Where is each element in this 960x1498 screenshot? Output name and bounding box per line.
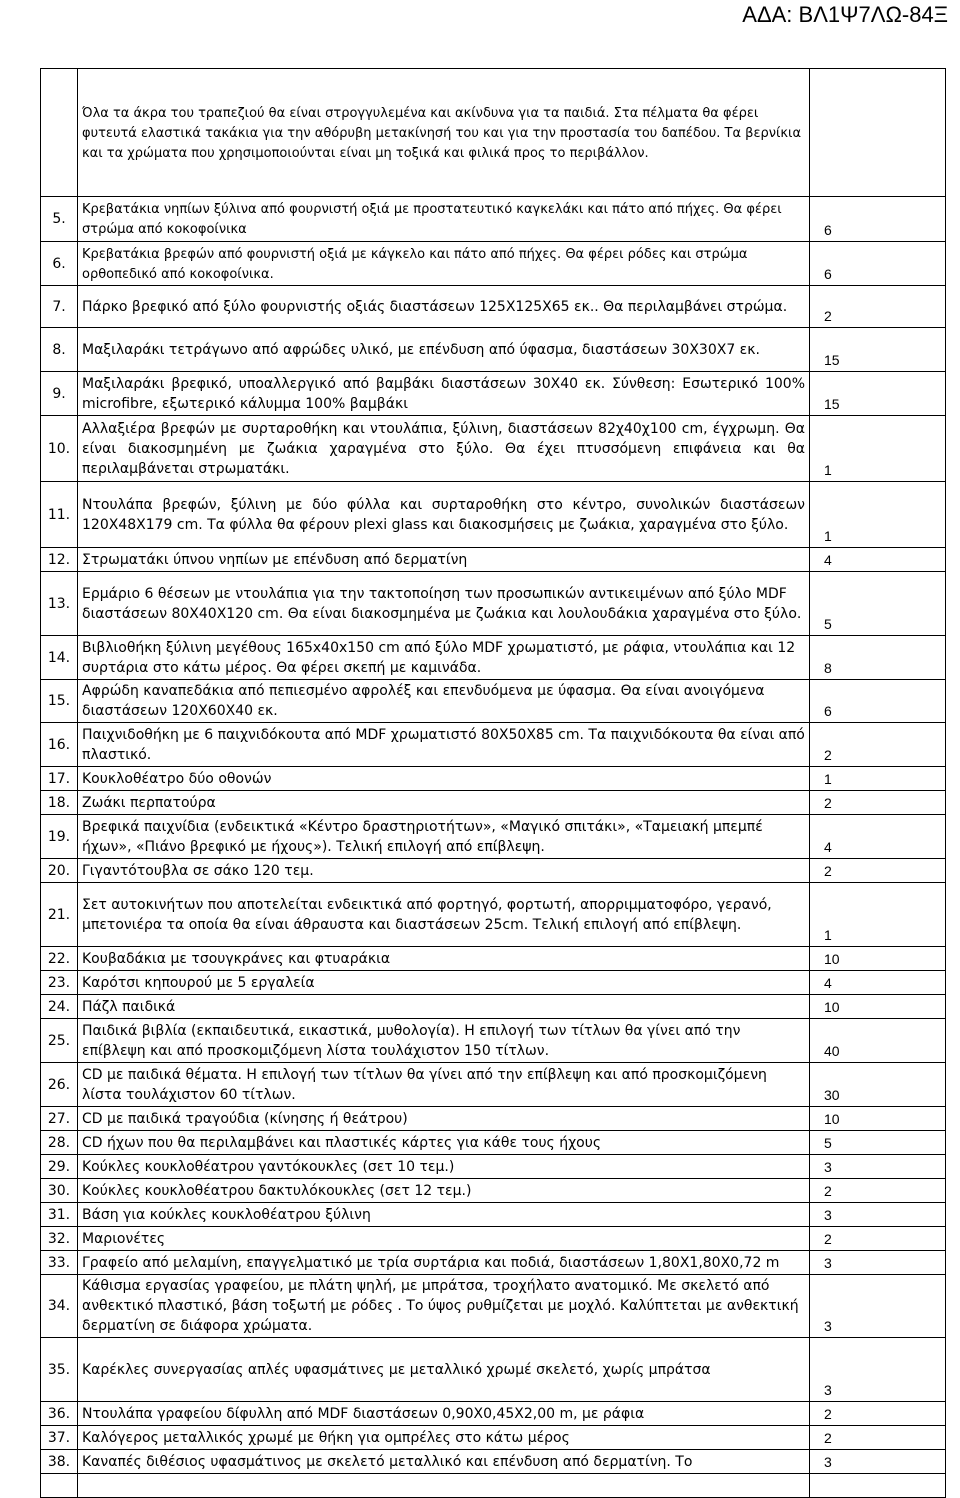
item-description: Κουκλοθέατρο δύο οθονών — [78, 767, 810, 791]
table-row — [41, 242, 946, 286]
item-number: 16. — [41, 723, 78, 767]
item-number: 18. — [41, 791, 78, 815]
item-number: 12. — [41, 548, 78, 572]
item-quantity: 3 — [810, 1275, 946, 1338]
item-quantity: 6 — [810, 197, 946, 242]
item-description: Κρεβατάκια νηπίων ξύλινα από φουρνιστή οξιά με προστατευτικό καγκελάκι και πάτο από πήχες. Θα φέρει στρώμα από κοκοφοίνικα — [78, 197, 810, 242]
item-description: Κούκλες κουκλοθέατρου γαντόκουκλες (σετ 10 τεμ.) — [78, 1155, 810, 1179]
item-number: 30. — [41, 1179, 78, 1203]
item-quantity: 6 — [810, 680, 946, 723]
item-number: 8. — [41, 328, 78, 372]
item-number: 31. — [41, 1203, 78, 1227]
item-number: 19. — [41, 815, 78, 859]
item-number: 22. — [41, 947, 78, 971]
item-description: Καρότσι κηπουρού με 5 εργαλεία — [78, 971, 810, 995]
item-description: Ντουλάπα βρεφών, ξύλινη με δύο φύλλα και συρταροθήκη στο κέντρο, συνολικών διαστάσεων 120Χ48Χ179 cm. Τα φύλλα θα φέρουν plexi glass και διακοσμήσεις με ζωάκια, χαραγμένα στο ξύλο. — [78, 482, 810, 548]
items-table — [40, 68, 946, 1498]
item-description: Πάζλ παιδικά — [78, 995, 810, 1019]
table-row — [41, 636, 946, 680]
item-number: 25. — [41, 1019, 78, 1063]
item-number: 32. — [41, 1227, 78, 1251]
item-number: 33. — [41, 1251, 78, 1275]
item-description: Αλλαξιέρα βρεφών με συρταροθήκη και ντουλάπια, ξύλινη, διαστάσεων 82χ40χ100 cm, έγχρωμη. Θα είναι διακοσμημένη με ζωάκια χαραγμένα στο ξύλο. Θα έχει πτυσσόμενη επιφάνεια και θα περιλαμβάνεται στρωματάκι. — [78, 416, 810, 482]
item-number: 11. — [41, 482, 78, 548]
item-quantity: 4 — [810, 548, 946, 572]
item-quantity: 6 — [810, 242, 946, 286]
table-row — [41, 723, 946, 767]
table-row — [41, 1155, 946, 1179]
item-description: Πάρκο βρεφικό από ξύλο φουρνιστής οξιάς διαστάσεων 125Χ125Χ65 εκ.. Θα περιλαμβάνει στρώμα. — [78, 286, 810, 328]
item-quantity: 15 — [810, 328, 946, 372]
item-description: Καλόγερος μεταλλικός χρωμέ με θήκη για ομπρέλες στο κάτω μέρος — [78, 1426, 810, 1450]
item-description: CD με παιδικά τραγούδια (κίνησης ή θεάτρου) — [78, 1107, 810, 1131]
item-number: 27. — [41, 1107, 78, 1131]
item-quantity: 3 — [810, 1338, 946, 1402]
item-number: 37. — [41, 1426, 78, 1450]
item-number: 38. — [41, 1450, 78, 1474]
item-number: 17. — [41, 767, 78, 791]
item-number: 14. — [41, 636, 78, 680]
item-quantity: 2 — [810, 1179, 946, 1203]
item-description: Κρεβατάκια βρεφών από φουρνιστή οξιά με κάγκελο και πάτο από πήχες. Θα φέρει ρόδες και στρώμα ορθοπεδικό από κοκοφοίνικα. — [78, 242, 810, 286]
item-quantity: 10 — [810, 947, 946, 971]
item-description: Ντουλάπα γραφείου δίφυλλη από MDF διαστάσεων 0,90Χ0,45Χ2,00 m, με ράφια — [78, 1402, 810, 1426]
table-row — [41, 1131, 946, 1155]
item-number: 23. — [41, 971, 78, 995]
item-number: 5. — [41, 197, 78, 242]
table-row — [41, 767, 946, 791]
item-number — [41, 69, 78, 197]
item-description: Καναπές διθέσιος υφασμάτινος με σκελετό μεταλλικό και επένδυση από δερματίνη. Το — [78, 1450, 810, 1474]
table-row — [41, 1019, 946, 1063]
item-quantity: 4 — [810, 815, 946, 859]
table-row — [41, 680, 946, 723]
item-description: Μαξιλαράκι βρεφικό, υποαλλεργικό από βαμβάκι διαστάσεων 30Χ40 εκ. Σύνθεση: Εσωτερικό 100% microfibre, εξωτερικό κάλυμμα 100% βαμβάκι — [78, 372, 810, 416]
item-description: Βιβλιοθήκη ξύλινη μεγέθους 165x40x150 cm από ξύλο MDF χρωματιστό, με ράφια, ντουλάπια και 12 συρτάρια στο κάτω μέρος. Θα φέρει σκεπή με καμινάδα. — [78, 636, 810, 680]
item-description: Παιδικά βιβλία (εκπαιδευτικά, εικαστικά, μυθολογία). Η επιλογή των τίτλων θα γίνει από την επίβλεψη και από προσκομιζόμενη λίστα τουλάχιστον 150 τίτλων. — [78, 1019, 810, 1063]
table-row — [41, 1107, 946, 1131]
item-quantity: 3 — [810, 1450, 946, 1474]
item-description: Παιχνιδοθήκη με 6 παιχνιδόκουτα από MDF χρωματιστό 80Χ50Χ85 cm. Τα παιχνιδόκουτα θα είναι από πλαστικό. — [78, 723, 810, 767]
table-row — [41, 815, 946, 859]
item-quantity: 1 — [810, 416, 946, 482]
item-description: Μαξιλαράκι τετράγωνο από αφρώδες υλικό, με επένδυση από ύφασμα, διαστάσεων 30Χ30Χ7 εκ. — [78, 328, 810, 372]
item-quantity: 1 — [810, 767, 946, 791]
item-description: Σετ αυτοκινήτων που αποτελείται ενδεικτικά από φορτηγό, φορτωτή, απορριμματοφόρο, γερανό, μπετονιέρα τα οποία θα είναι άθραυστα και διαστάσεων 25cm. Τελική επιλογή από επίβλεψη. — [78, 883, 810, 947]
item-number: 29. — [41, 1155, 78, 1179]
table-row — [41, 416, 946, 482]
item-number: 36. — [41, 1402, 78, 1426]
item-quantity: 1 — [810, 482, 946, 548]
table-row — [41, 791, 946, 815]
item-number: 21. — [41, 883, 78, 947]
item-quantity: 2 — [810, 1227, 946, 1251]
item-quantity: 2 — [810, 723, 946, 767]
item-quantity: 3 — [810, 1251, 946, 1275]
table-row — [41, 1338, 946, 1402]
item-number: 9. — [41, 372, 78, 416]
item-description: CD με παιδικά θέματα. Η επιλογή των τίτλων θα γίνει από την επίβλεψη και από προσκομιζόμενη λίστα τουλάχιστον 60 τίτλων. — [78, 1063, 810, 1107]
item-number: 13. — [41, 572, 78, 636]
table-row — [41, 883, 946, 947]
item-quantity: 8 — [810, 636, 946, 680]
item-description: Αφρώδη καναπεδάκια από πεπιεσμένο αφρολέξ και επενδυόμενα με ύφασμα. Θα είναι ανοιγόμενα διαστάσεων 120Χ60Χ40 εκ. — [78, 680, 810, 723]
table-row — [41, 548, 946, 572]
item-quantity — [810, 69, 946, 197]
item-description: Στρωματάκι ύπνου νηπίων με επένδυση από δερματίνη — [78, 548, 810, 572]
item-description: Όλα τα άκρα του τραπεζιού θα είναι στρογγυλεμένα και ακίνδυνα για τα παιδιά. Στα πέλματα θα φέρει φυτευτά ελαστικά τακάκια για την αθόρυβη μετακίνησή του και για την προστασία του δαπέδου. Τα βερνίκια και τα χρώματα που χρησιμοποιούνται είναι μη τοξικά και φιλικά προς το περιβάλλον. — [78, 69, 810, 197]
item-number: 24. — [41, 995, 78, 1019]
table-row — [41, 1179, 946, 1203]
table-row — [41, 947, 946, 971]
item-number: 7. — [41, 286, 78, 328]
table-row — [41, 1450, 946, 1474]
item-quantity: 30 — [810, 1063, 946, 1107]
item-quantity: 3 — [810, 1155, 946, 1179]
table-row — [41, 1063, 946, 1107]
item-number: 10. — [41, 416, 78, 482]
table-row — [41, 482, 946, 548]
item-quantity: 40 — [810, 1019, 946, 1063]
item-number: 20. — [41, 859, 78, 883]
table-row — [41, 1426, 946, 1450]
item-number: 26. — [41, 1063, 78, 1107]
item-quantity: 15 — [810, 372, 946, 416]
item-description: Καρέκλες συνεργασίας απλές υφασμάτινες με μεταλλικό χρωμέ σκελετό, χωρίς μπράτσα — [78, 1338, 810, 1402]
table-row — [41, 1251, 946, 1275]
item-quantity: 2 — [810, 791, 946, 815]
item-number: 15. — [41, 680, 78, 723]
item-description: Κουβαδάκια με τσουγκράνες και φτυαράκια — [78, 947, 810, 971]
table-row — [41, 328, 946, 372]
table-row — [41, 286, 946, 328]
item-description: Βάση για κούκλες κουκλοθέατρου ξύλινη — [78, 1203, 810, 1227]
item-quantity: 4 — [810, 971, 946, 995]
item-quantity: 10 — [810, 995, 946, 1019]
item-number: 35. — [41, 1338, 78, 1402]
item-quantity: 3 — [810, 1203, 946, 1227]
item-quantity: 2 — [810, 286, 946, 328]
item-number: 28. — [41, 1131, 78, 1155]
table-row — [41, 1402, 946, 1426]
item-description: Κούκλες κουκλοθέατρου δακτυλόκουκλες (σετ 12 τεμ.) — [78, 1179, 810, 1203]
table-row — [41, 1275, 946, 1338]
item-quantity: 2 — [810, 1426, 946, 1450]
item-description: Γραφείο από μελαμίνη, επαγγελματικό με τρία συρτάρια και ποδιά, διαστάσεων 1,80Χ1,80Χ0,72 m — [78, 1251, 810, 1275]
item-quantity: 5 — [810, 1131, 946, 1155]
table-row — [41, 859, 946, 883]
item-description: Γιγαντότουβλα σε σάκο 120 τεμ. — [78, 859, 810, 883]
document-code: ΑΔΑ: ΒΛ1Ψ7ΛΩ-84Ξ — [742, 2, 948, 27]
item-description: Ερμάριο 6 θέσεων με ντουλάπια για την τακτοποίηση των προσωπικών αντικειμένων από ξύλο MDF διαστάσεων 80Χ40Χ120 cm. Θα είναι διακοσμημένα με ζωάκια και λουλουδάκια χαραγμένα στο ξύλο. — [78, 572, 810, 636]
table-row — [41, 197, 946, 242]
item-number: 6. — [41, 242, 78, 286]
item-number: 34. — [41, 1275, 78, 1338]
table-row — [41, 372, 946, 416]
item-quantity: 2 — [810, 1402, 946, 1426]
item-quantity: 1 — [810, 883, 946, 947]
table-row — [41, 69, 946, 197]
item-quantity: 5 — [810, 572, 946, 636]
item-quantity: 10 — [810, 1107, 946, 1131]
table-row — [41, 1203, 946, 1227]
table-row — [41, 971, 946, 995]
item-description: CD ήχων που θα περιλαμβάνει και πλαστικές κάρτες για κάθε τους ήχους — [78, 1131, 810, 1155]
table-row — [41, 1227, 946, 1251]
table-row — [41, 572, 946, 636]
item-quantity: 2 — [810, 859, 946, 883]
item-description: Ζωάκι περπατούρα — [78, 791, 810, 815]
item-description: Κάθισμα εργασίας γραφείου, με πλάτη ψηλή, με μπράτσα, τροχήλατο ανατομικό. Με σκελετό από ανθεκτικό πλαστικό, βάση τοξωτή με ρόδες . Το ύψος ρυθμίζεται με μοχλό. Καλύπτεται με ανθεκτική δερματίνη σε διάφορα χρώματα. — [78, 1275, 810, 1338]
item-description: Μαριονέτες — [78, 1227, 810, 1251]
table-row — [41, 995, 946, 1019]
item-description: Βρεφικά παιχνίδια (ενδεικτικά «Κέντρο δραστηριοτήτων», «Μαγικό σπιτάκι», «Ταμειακή μπεμπέ ήχων», «Πιάνο βρεφικό με ήχους»). Τελική επιλογή από επίβλεψη. — [78, 815, 810, 859]
